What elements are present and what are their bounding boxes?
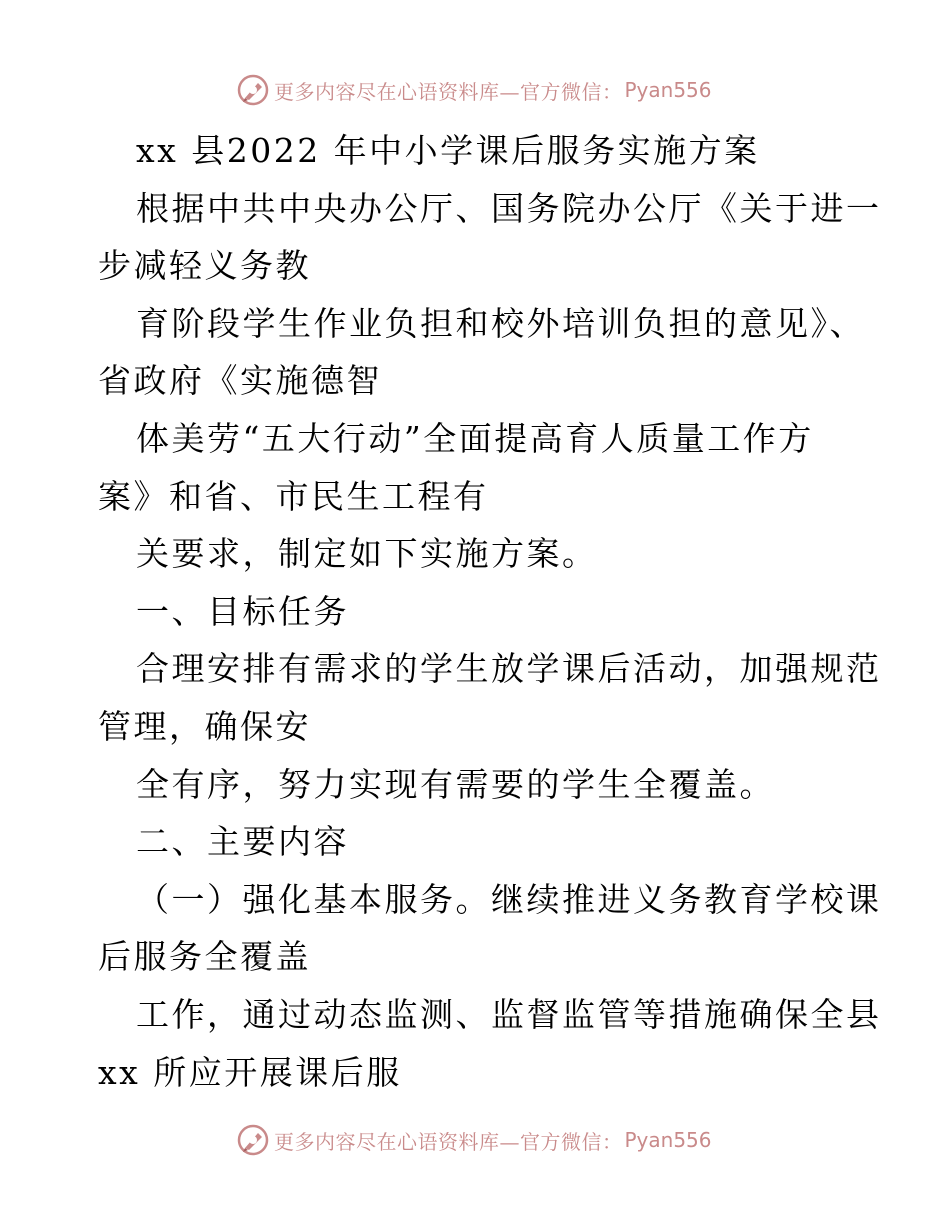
text-line: 案》和省、市民生工程有 bbox=[98, 476, 489, 516]
text-line: 体美劳“五大行动”全面提高育人质量工作方 bbox=[136, 418, 814, 458]
text-line: xx 县2022 年中小学课后服务实施方案 bbox=[136, 131, 760, 170]
text-line: 一、目标任务 bbox=[136, 591, 349, 631]
text-line: 育阶段学生作业负担和校外培训负担的意见》、 bbox=[136, 303, 865, 343]
document-body bbox=[98, 122, 882, 1101]
text-line: 全有序，努力实现有需要的学生全覆盖。 bbox=[136, 764, 775, 804]
watermark-wechat-id: Pyan556 bbox=[624, 1128, 712, 1152]
pen-logo-icon bbox=[236, 73, 270, 107]
pen-logo-icon bbox=[236, 1123, 270, 1157]
text-line: xx 所应开展课后服 bbox=[98, 1052, 402, 1092]
text-line: 关要求，制定如下实施方案。 bbox=[136, 534, 598, 574]
text-line: 二、主要内容 bbox=[136, 822, 349, 862]
text-line: 省政府《实施德智 bbox=[98, 361, 382, 401]
text-line: 管理，确保安 bbox=[98, 706, 311, 746]
watermark-text: 更多内容尽在心语资料库—官方微信： bbox=[274, 1129, 623, 1154]
watermark-header bbox=[236, 72, 716, 108]
text-line: 步减轻义务教 bbox=[98, 246, 311, 286]
text-line: （一）强化基本服务。继续推进义务教育学校课 bbox=[136, 879, 882, 919]
text-line: 根据中共中央办公厅、国务院办公厅《关于进一 bbox=[136, 188, 882, 228]
watermark-footer bbox=[236, 1122, 716, 1158]
text-line: 合理安排有需求的学生放学课后活动，加强规范 bbox=[136, 649, 882, 689]
watermark-wechat-id: Pyan556 bbox=[624, 78, 712, 102]
watermark-text: 更多内容尽在心语资料库—官方微信： bbox=[274, 79, 623, 104]
text-line: 后服务全覆盖 bbox=[98, 937, 311, 977]
text-line: 工作，通过动态监测、监督监管等措施确保全县 bbox=[136, 994, 882, 1034]
